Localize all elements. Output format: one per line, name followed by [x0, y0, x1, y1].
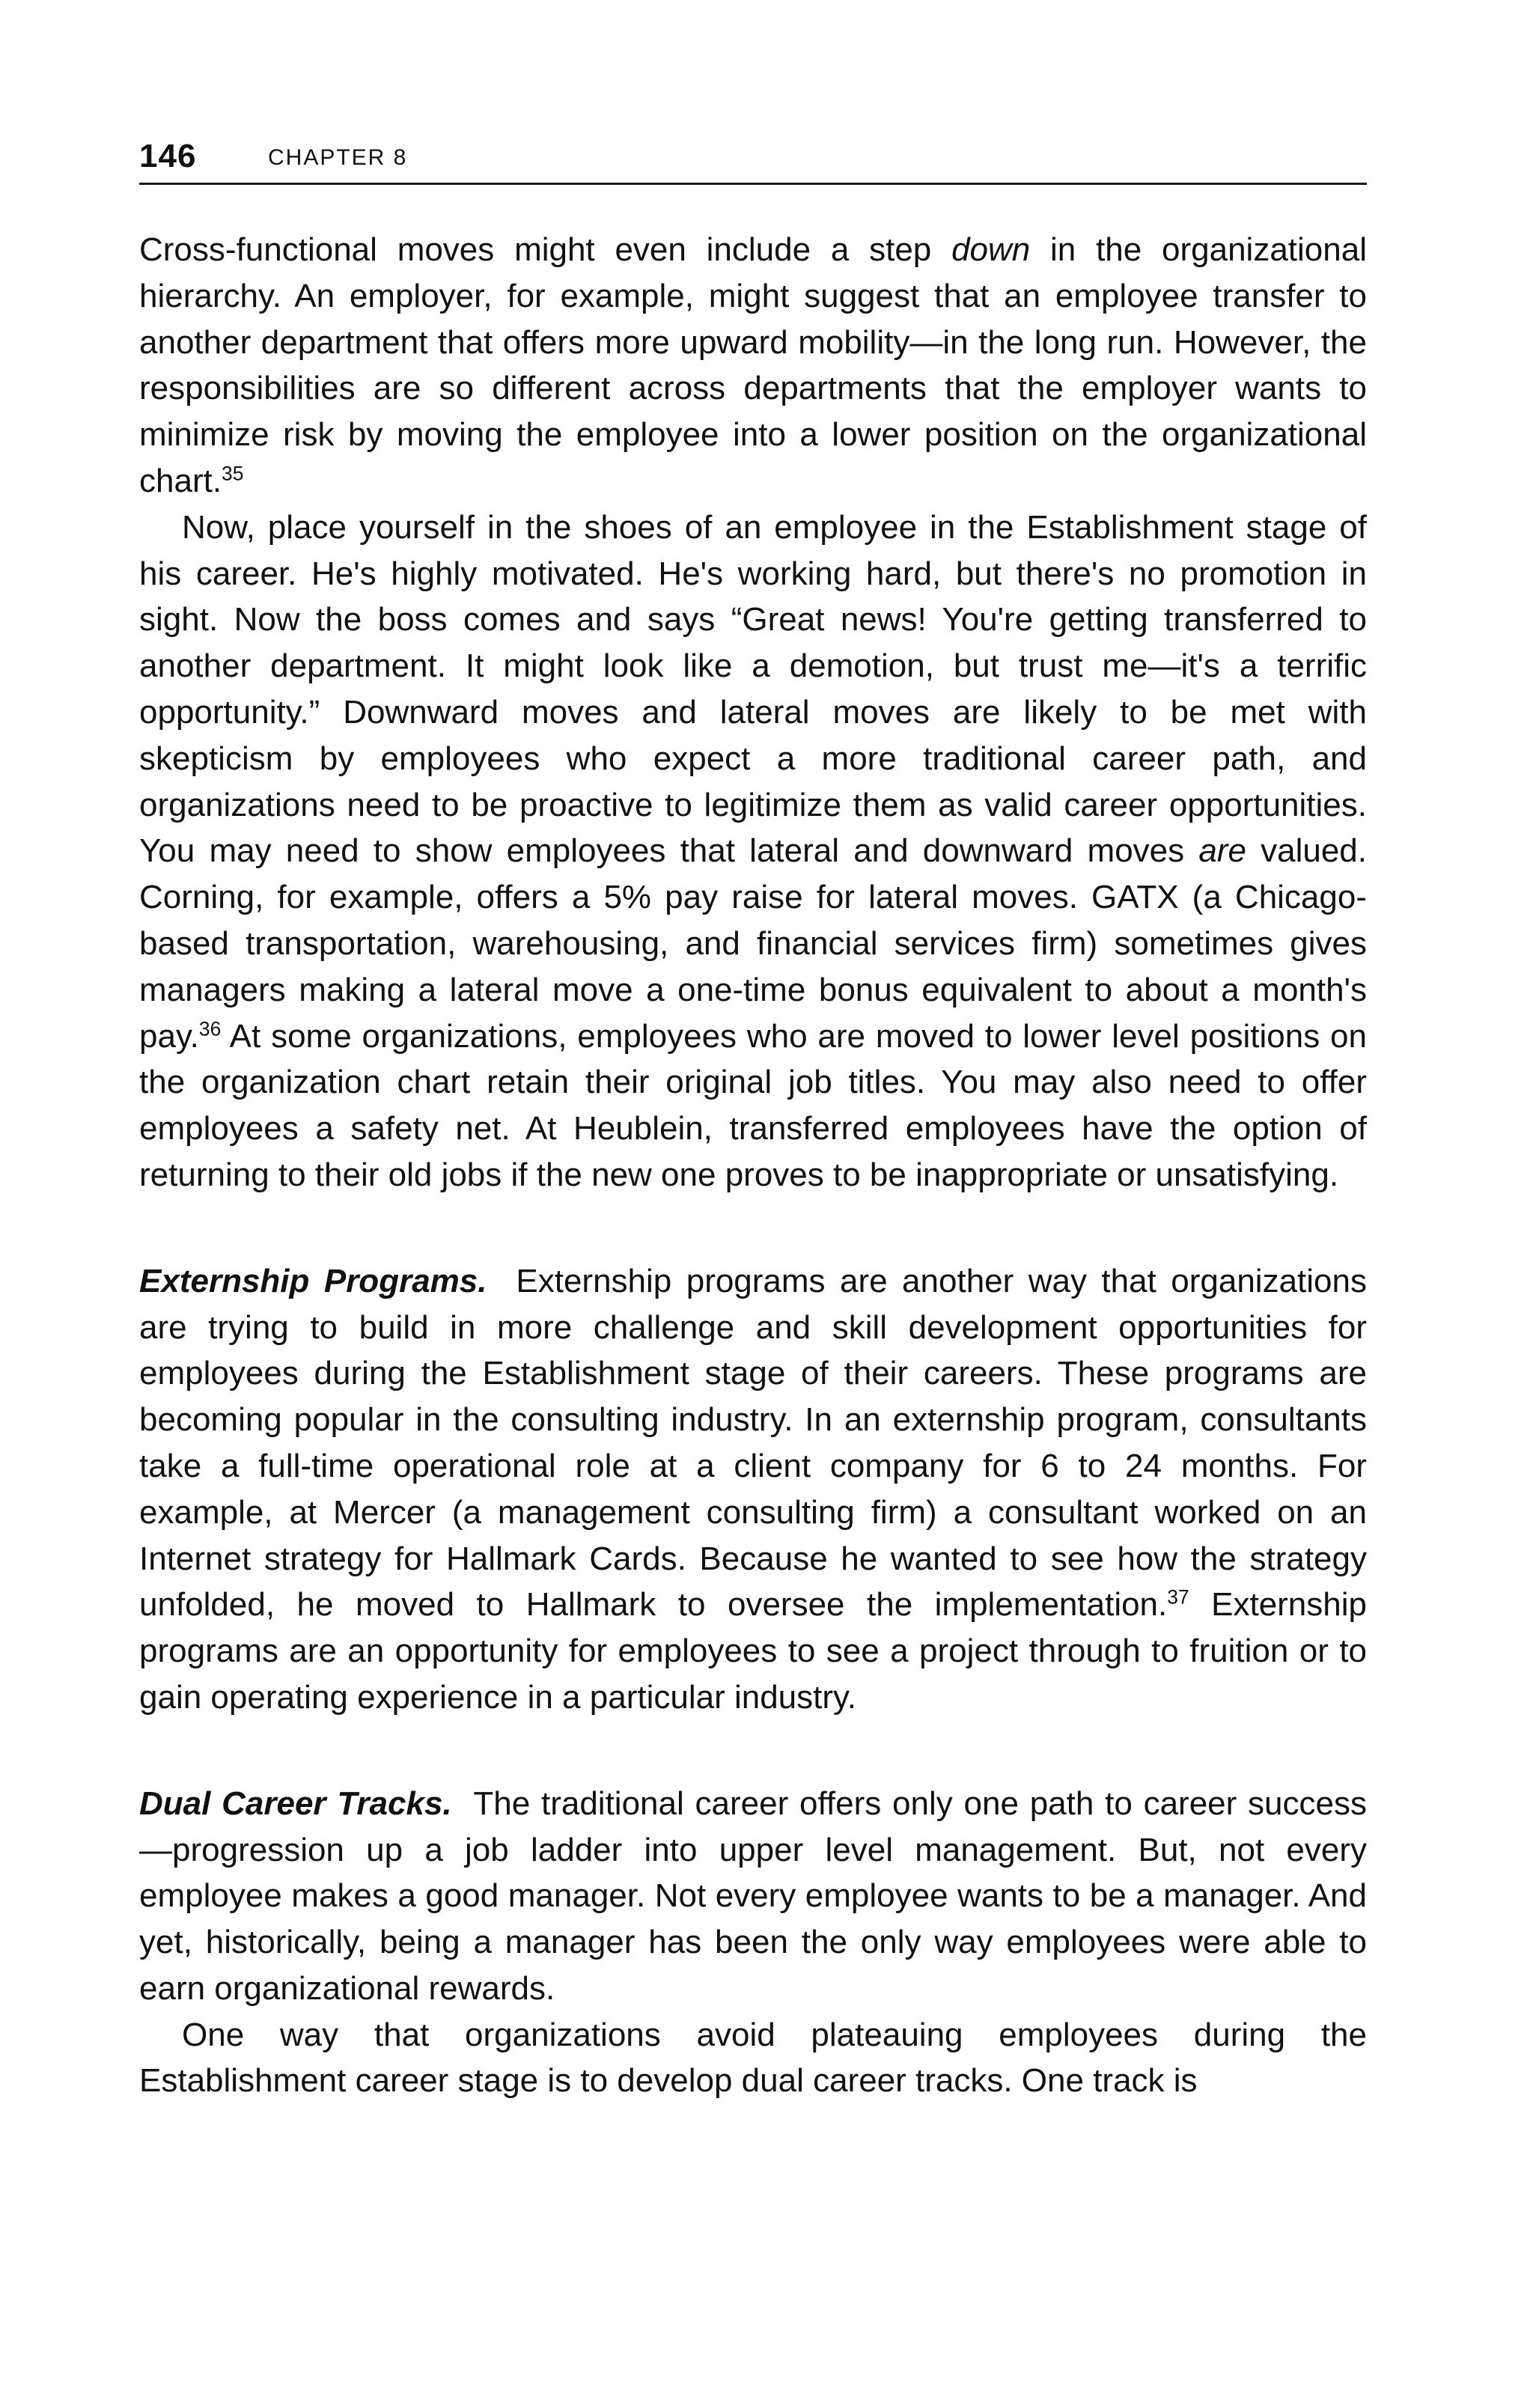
footnote-ref: 35: [222, 462, 244, 485]
text-run: Now, place yourself in the shoes of an employee in the Establishment stage of his career. He's highly motivated. He's working hard, but there's no promotion in sight. Now the boss comes and says “Great news! You're getting transferred to another department. It might look like a demotion, but trust me—it's a terrific opportunity.” Downward moves and lateral moves are likely to be met with skepticism by employees who expect a more traditional career path, and organizations need to be proactive to legitimize them as valid career opportunities. You may need to show employees that lateral and downward moves: [139, 508, 1367, 870]
text-run: in the organizational hierarchy. An employer, for example, might suggest that an employee transfer to another department that offers more upward mobility—in the long run. However, the responsibilities are so different across departments that the employer wants to minimize risk by moving the employee into a lower position on the organizational chart.: [139, 231, 1367, 499]
text-run: Externship programs are another way that organizations are trying to build in more challenge and skill development opportunities for employees during the Establishment stage of their careers. These programs are becoming popular in the consulting industry. In an externship program, consultants take a full-time operational role at a client company for 6 to 24 months. For example, at Mercer (a management consulting firm) a consultant worked on an Internet strategy for Hallmark Cards. Because he wanted to see how the strategy unfolded, he moved to Hallmark to oversee the implementation.: [139, 1262, 1377, 1624]
paragraph-dual-tracks: [139, 2012, 1367, 2105]
body-text: [139, 227, 1377, 2104]
text-run: Cross-functional moves might even include a step: [139, 231, 952, 268]
text-run: At some organizations, employees who are moved to lower level positions on the organization chart retain their original job titles. You may also need to offer employees a safety net. At Heublein, transferred employees have the option of returning to their old jobs if the new one proves to be inappropriate or unsatisfying.: [139, 1017, 1367, 1193]
paragraph-dual-career: [139, 1781, 1377, 2012]
text-run: Externship programs are an opportunity for employees to see a project through to fruition or to gain operating experience in a particular industry.: [139, 1586, 1367, 1716]
text-run: valued. Corning, for example, offers a 5% pay raise for lateral moves. GATX (a Chicago-based transportation, warehousing, and financial services firm) sometimes gives managers making a lateral move a one-time bonus equivalent to about a month's pay.: [139, 832, 1367, 1055]
paragraph-establishment: [139, 505, 1367, 1198]
paragraph-cross-functional: [139, 227, 1367, 505]
emphasis: down: [951, 231, 1031, 268]
text-run: The traditional career offers only one path to career success—progression up a job ladder into upper level management. But, not every employee makes a good manager. Not every employee wants to be a manager. And yet, historically, being a manager has been the only way employees were able to earn organizational rewards.: [139, 1784, 1377, 2007]
text-run: One way that organizations avoid plateauing employees during the Establishment career stage is to develop dual career tracks. One track is: [139, 2016, 1367, 2100]
section-heading-externship: Externship Programs.: [139, 1262, 487, 1299]
chapter-label: CHAPTER 8: [268, 145, 408, 170]
footnote-ref: 37: [1167, 1585, 1189, 1609]
paragraph-externship: [139, 1258, 1377, 1721]
running-header: [139, 136, 1367, 185]
section-heading-dual-career: Dual Career Tracks.: [139, 1784, 452, 1822]
emphasis: are: [1198, 832, 1246, 870]
page-number: 146: [139, 138, 197, 174]
footnote-ref: 36: [198, 1016, 222, 1040]
